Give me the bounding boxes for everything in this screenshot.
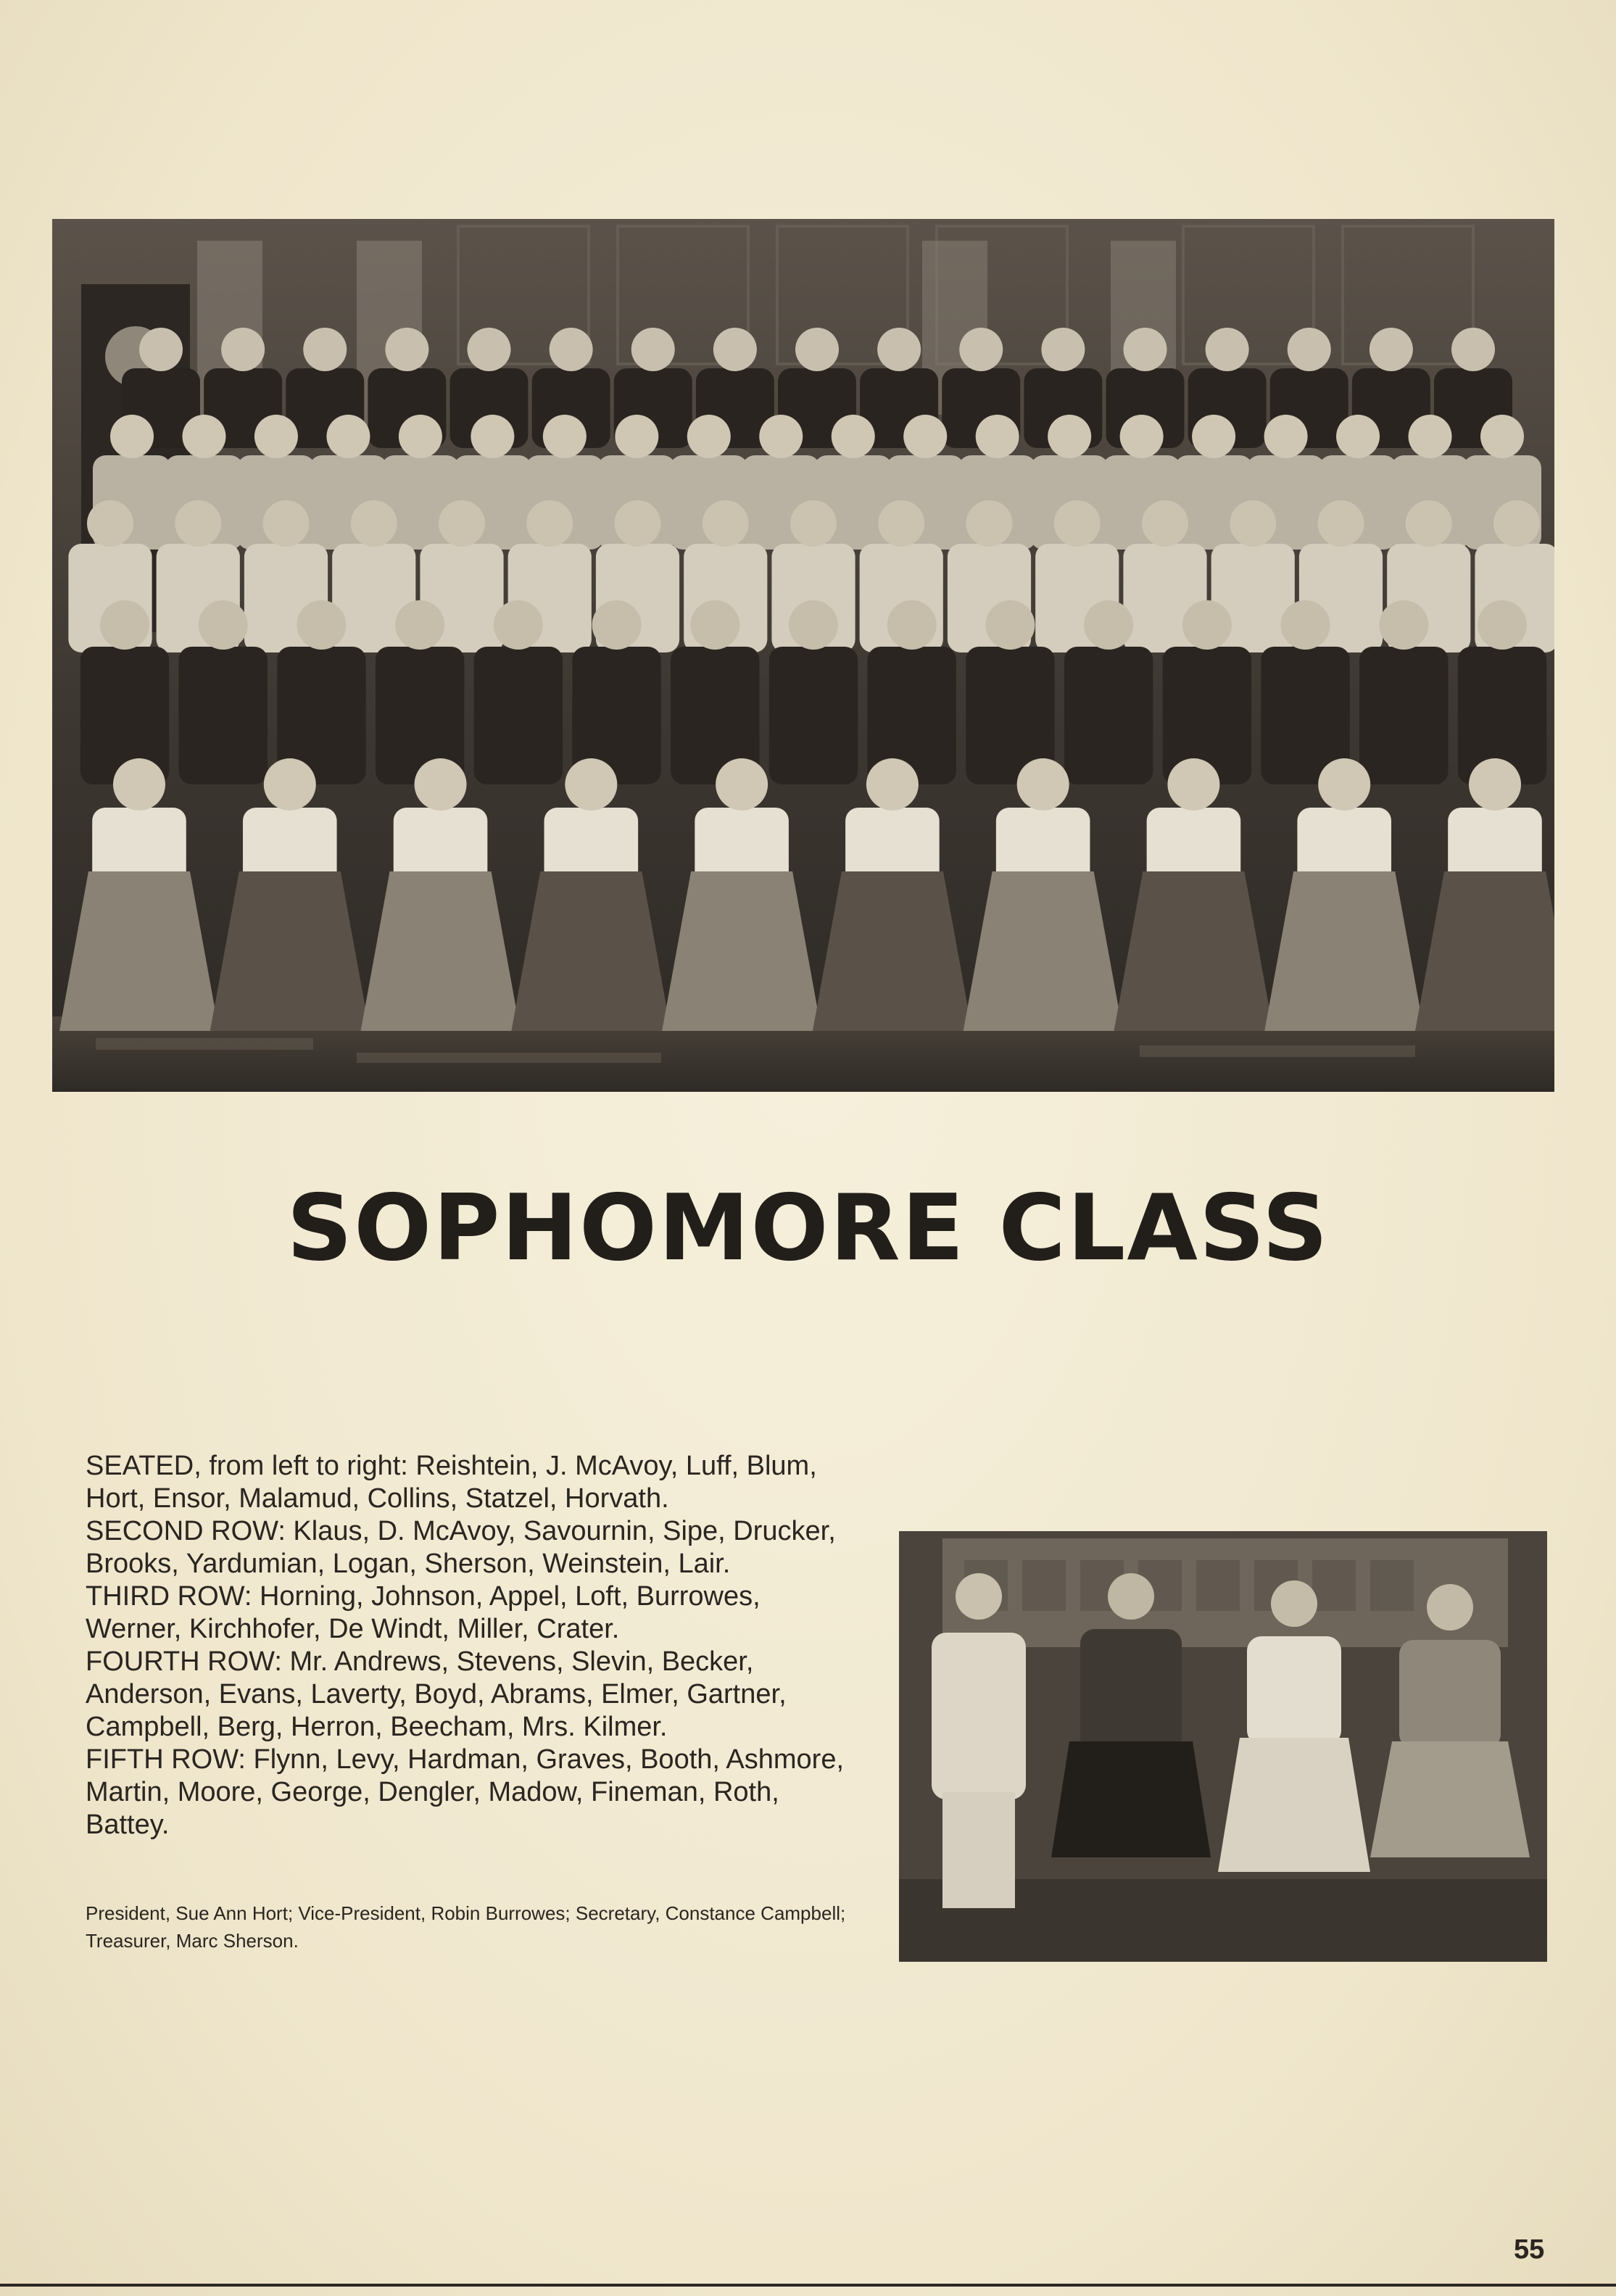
class-officers-photo: [899, 1531, 1547, 1962]
caption-third-row: THIRD ROW: Horning, Johnson, Appel, Loft, Burrowes, Werner, Kirchhofer, De Windt, Miller, Crater.: [86, 1581, 761, 1644]
caption-second-row: SECOND ROW: Klaus, D. McAvoy, Savournin, Sipe, Drucker, Brooks, Yardumian, Logan, Sherson, Weinstein, Lair.: [86, 1516, 836, 1579]
bottom-rule: [0, 2284, 1616, 2287]
caption-fifth-row: FIFTH ROW: Flynn, Levy, Hardman, Graves, Booth, Ashmore, Martin, Moore, George, Dengler, Madow, Fineman, Roth, Battey.: [86, 1744, 845, 1840]
caption-seated-row: SEATED, from left to right: Reishtein, J. McAvoy, Luff, Blum, Hort, Ensor, Malamud, Collins, Statzel, Horvath.: [86, 1451, 817, 1514]
caption-fourth-row: FOURTH ROW: Mr. Andrews, Stevens, Slevin, Becker, Anderson, Evans, Laverty, Boyd, Abrams, Elmer, Gartner, Campbell, Berg, Herron, Beecham, Mrs. Kilmer.: [86, 1646, 787, 1742]
officers-caption: President, Sue Ann Hort; Vice-President, Robin Burrowes; Secretary, Constance Campbell; Treasurer, Marc Sherson.: [86, 1902, 846, 1952]
sophomore-class-group-photo: [52, 219, 1554, 1092]
page-number: 55: [1514, 2234, 1545, 2265]
group-photo-caption: [86, 1450, 853, 1841]
page-title: SOPHOMORE CLASS: [286, 1174, 1330, 1281]
